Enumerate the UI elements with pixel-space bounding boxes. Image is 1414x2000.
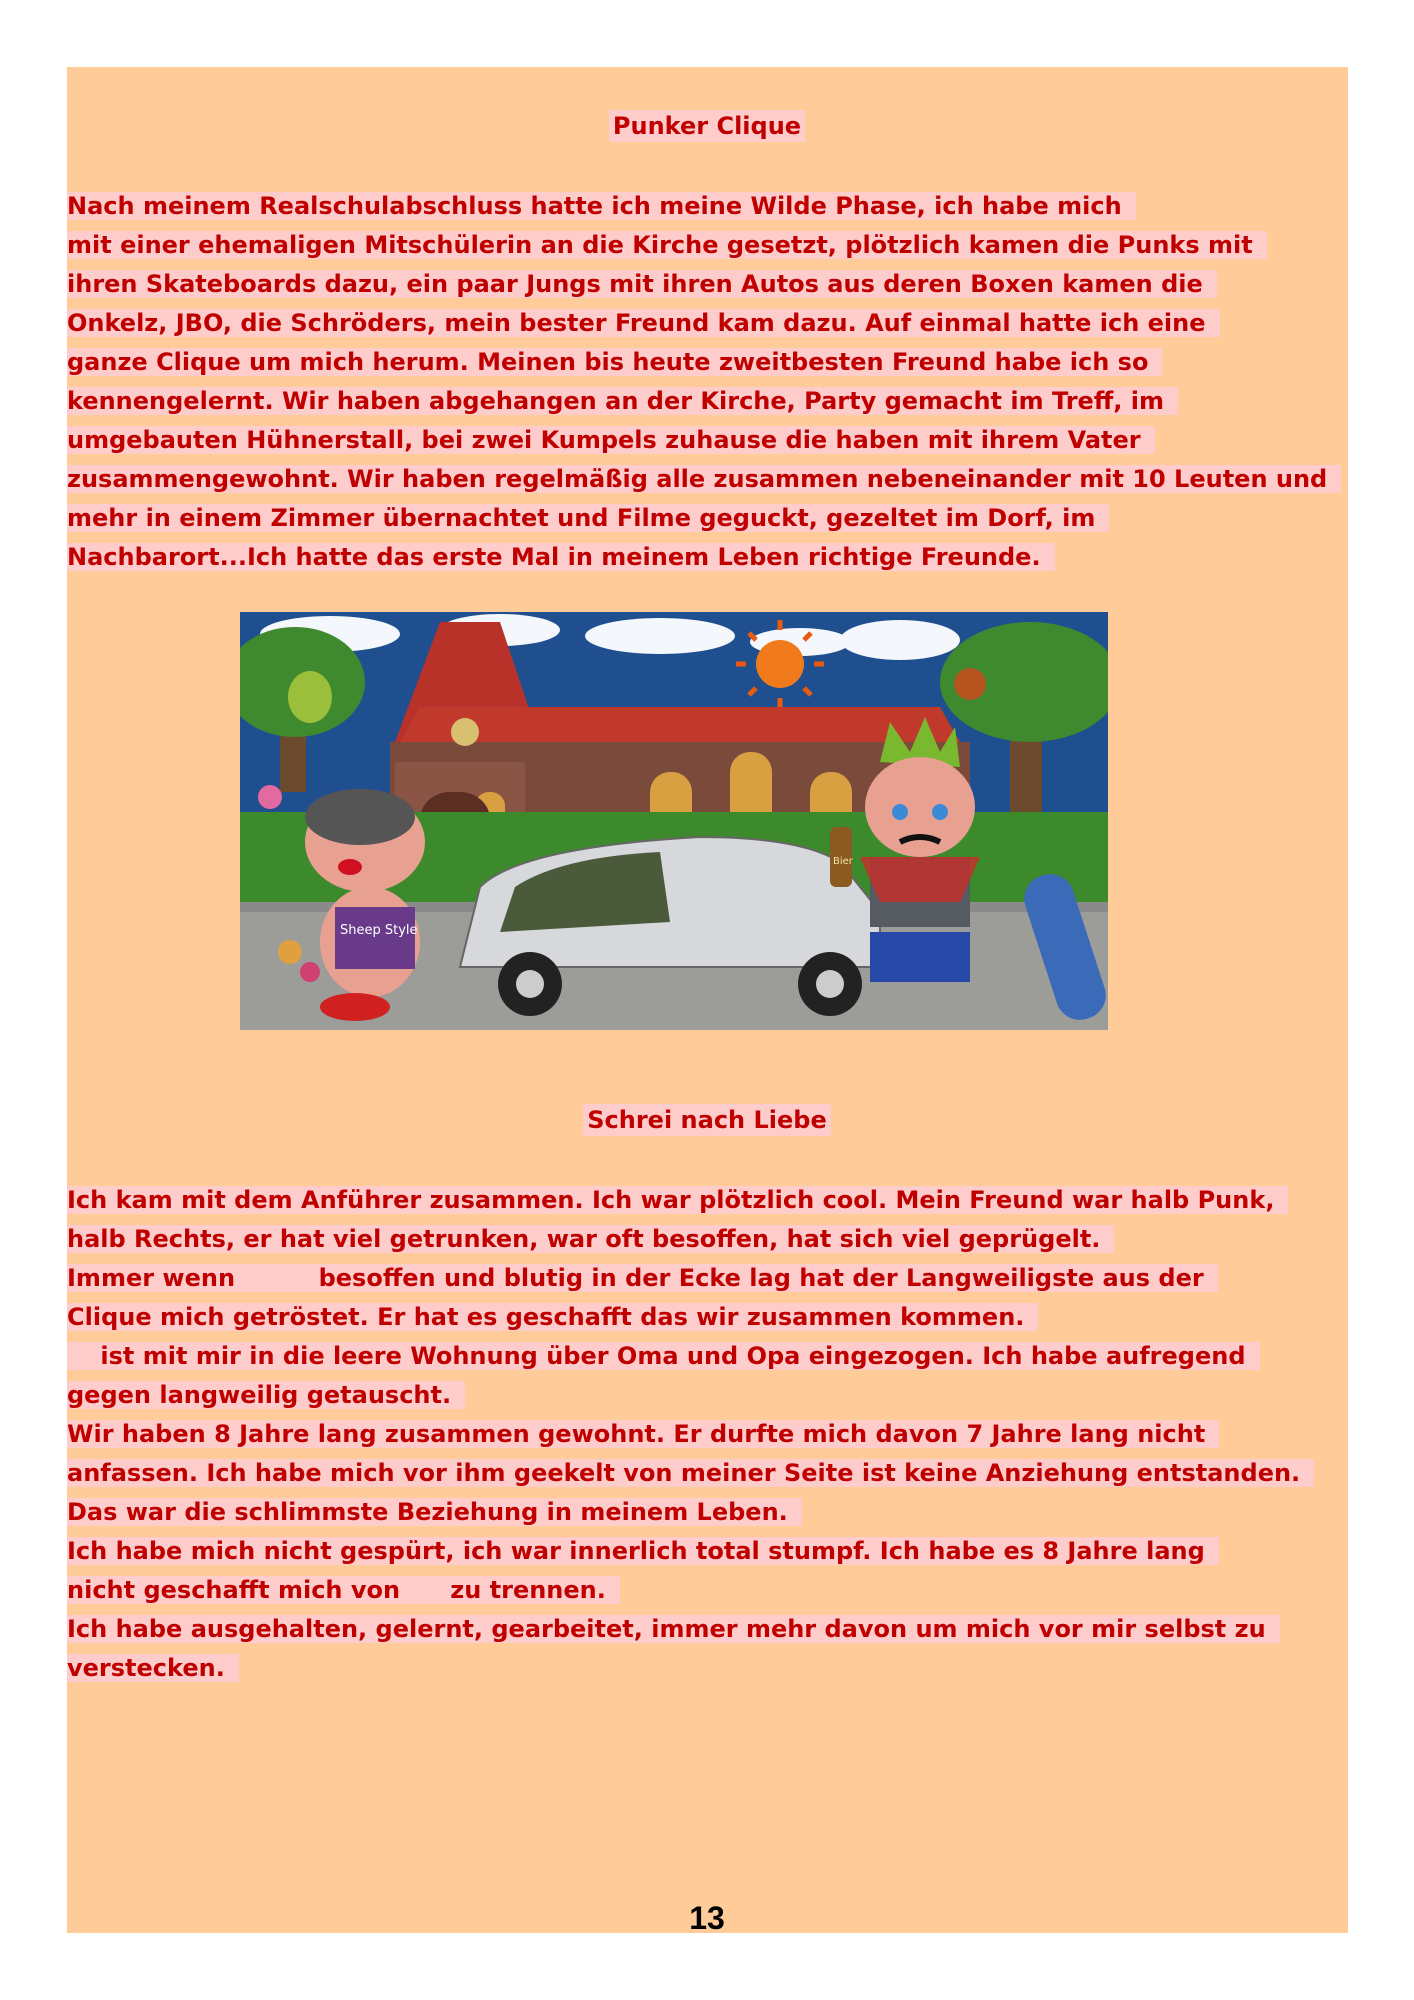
text-line: zusammengewohnt. Wir haben regelmäßig alle zusammen nebeneinander mit 10 Leuten und [67,460,1348,499]
text-line: nicht geschafft mich von zu trennen. [67,1571,1348,1610]
svg-text:Bier: Bier [833,856,853,867]
text-line: mit einer ehemaligen Mitschülerin an die Kirche gesetzt, plötzlich kamen die Punks mit [67,226,1348,265]
text-line: Immer wenn besoffen und blutig in der Ecke lag hat der Langweiligste aus der [67,1259,1348,1298]
text-line: gegen langweilig getauscht. [67,1376,1348,1415]
section-title-schrei-nach-liebe [0,1106,1414,1134]
text-line: halb Rechts, er hat viel getrunken, war oft besoffen, hat sich viel geprügelt. [67,1220,1348,1259]
text-line: Ich habe mich nicht gespürt, ich war innerlich total stumpf. Ich habe es 8 Jahre lang [67,1532,1348,1571]
text-line: umgebauten Hühnerstall, bei zwei Kumpels zuhause die haben mit ihrem Vater [67,421,1348,460]
text-line: Onkelz, JBO, die Schröders, mein bester Freund kam dazu. Auf einmal hatte ich eine [67,304,1348,343]
text-line: verstecken. [67,1649,1348,1688]
section-title-punker-clique [0,112,1414,140]
text-line: Nachbarort...Ich hatte das erste Mal in meinem Leben richtige Freunde. [67,538,1348,577]
section-title-text: Schrei nach Liebe [583,1104,831,1136]
text-line: Nach meinem Realschulabschluss hatte ich meine Wilde Phase, ich habe mich [67,187,1348,226]
text-line: Ich habe ausgehalten, gelernt, gearbeitet, immer mehr davon um mich vor mir selbst zu [67,1610,1348,1649]
paragraph-schrei-nach-liebe [67,1181,1348,1688]
svg-text:Sheep Style: Sheep Style [340,923,418,938]
text-line: mehr in einem Zimmer übernachtet und Filme geguckt, gezeltet im Dorf, im [67,499,1348,538]
section-title-text: Punker Clique [609,110,805,142]
text-line: anfassen. Ich habe mich vor ihm geekelt von meiner Seite ist keine Anziehung entstanden. [67,1454,1348,1493]
illustration-church-punks [240,612,1108,1030]
text-line: ihren Skateboards dazu, ein paar Jungs mit ihren Autos aus deren Boxen kamen die [67,265,1348,304]
text-line: Clique mich getröstet. Er hat es geschafft das wir zusammen kommen. [67,1298,1348,1337]
text-line: Ich kam mit dem Anführer zusammen. Ich war plötzlich cool. Mein Freund war halb Punk, [67,1181,1348,1220]
text-line: kennengelernt. Wir haben abgehangen an der Kirche, Party gemacht im Treff, im [67,382,1348,421]
text-line: ganze Clique um mich herum. Meinen bis heute zweitbesten Freund habe ich so [67,343,1348,382]
text-line: Wir haben 8 Jahre lang zusammen gewohnt. Er durfte mich davon 7 Jahre lang nicht [67,1415,1348,1454]
text-line: Das war die schlimmste Beziehung in meinem Leben. [67,1493,1348,1532]
paragraph-punker-clique [67,187,1348,577]
page-number: 13 [689,1900,725,1936]
text-line: ist mit mir in die leere Wohnung über Oma und Opa eingezogen. Ich habe aufregend [67,1337,1348,1376]
